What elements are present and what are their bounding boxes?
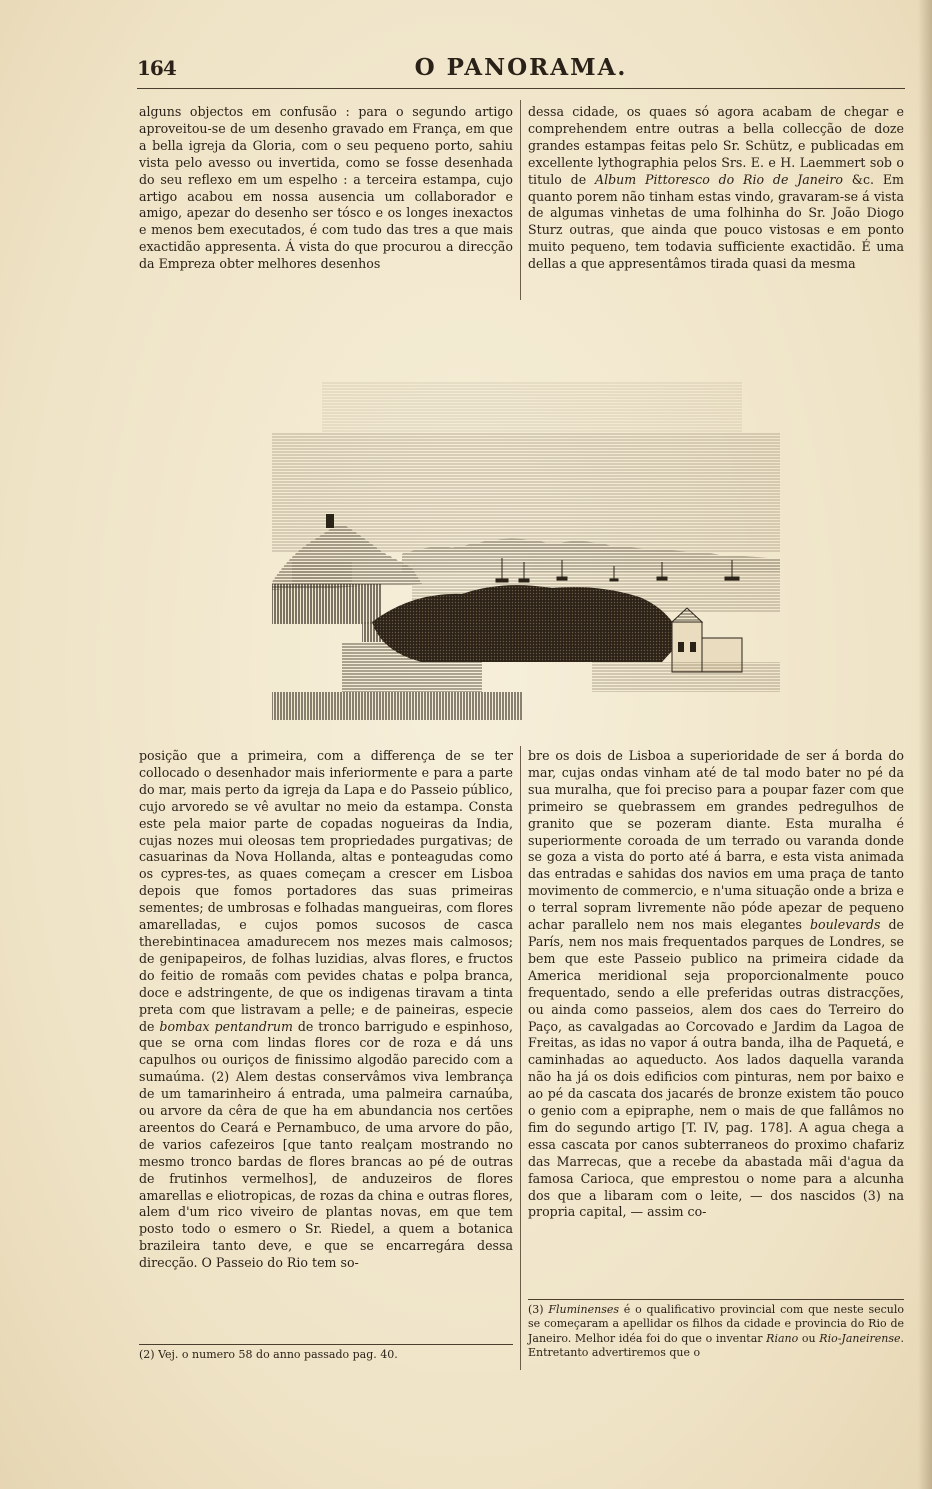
harbour-engraving [262,322,780,722]
column-right-bottom [528,748,904,1221]
column-left-top [139,104,513,273]
footnote-rule [528,1299,904,1300]
footnote-rule [139,1344,513,1345]
column-divider [520,746,521,1370]
paragraph: alguns objectos em confusão : para o segundo artigo aproveitou-se de um desenho gravado em França, em que a bella igreja da Gloria, com o seu pequeno porto, sahiu vista pelo avesso ou invertida, como se fosse desenhada do seu reflexo em um espelho : a terceira estampa, cujo artigo acabou em nossa ausencia um collaborador e amigo, apezar do desenho ser tósco e os longes inexactos e menos bem executados, é com tudo das tres a que mais exactidão appresenta. Á vista do que procurou a direcção da Empreza obter melhores desenhos [139,104,513,272]
column-right-top [528,104,904,273]
boulevards-term: boulevards [810,917,881,933]
publication-title: O PANORAMA. [414,54,628,81]
page-edge-shadow [918,0,932,1489]
species-name: bombax pentandrum [159,1018,293,1034]
paragraph: bre os dois de Lisboa a superioridade de ser á borda do mar, cujas ondas vinham até de tal modo bater no pé da sua muralha, que foi preciso para a poupar fazer com que primeiro se quebrassem em grandes pedregulhos de granito que se pozeram diante. Esta muralha é superiormente coroada de um terrado ou varanda donde se goza a vista do porto até á barra, e esta vista animada das entradas e sahidas dos navios em uma praça de tanto movimento de commercio, e n'uma situação onde a briza e o terral sopram livremente não póde apezar de pequeno achar parallelo nem nos mais elegantes boulevards de París, nem nos mais frequentados parques de Londres, se bem que este Passeio publico na primeira cidade da America meridional seja proporcionalmente pouco frequentado, sendo a elle preferidas outras distracções, ou ainda como passeios, alem dos caes do Terreiro do Paço, as cavalgadas ao Corcovado e Jardim da Lagoa de Freitas, as idas no vapor á outra banda, ilha de Paquetá, e caminhadas ao aqueducto. Aos lados daquella varanda não ha já os dois edificios com pinturas, nem por baixo e ao pé da cascata dos jacarés de bronze existem tão pouco o genio com a epipraphe, nem o mais de que fallâmos no fim do segundo artigo [T. IV, pag. 178]. A agua chega a essa cascata por canos subterraneos do proximo chafariz das Marrecas, que a recebe da abastada mãi d'agua da famosa Carioca, que emprestou o nome para a alcunha dos que a libaram com o leite, — dos nascidos (3) na propria capital, — assim co- [528,748,904,1220]
album-title: Album Pittoresco do Rio de Janeiro [594,171,843,187]
page-number: 164 [137,56,176,80]
header-rule [137,88,905,89]
paragraph: dessa cidade, os quaes só agora acabam de chegar e comprehendem entre outras a bella collecção de doze grandes estampas feitas pelo Sr. Schütz, e publicadas em excellente lythographia pelos Srs. E. e H. Laemmert sob o titulo de Album Pittoresco do Rio de Janeiro &c. Em quanto porem não tinham estas vindo, gravaram-se á vista de algumas vinhetas de uma folhinha do Sr. João Diogo Sturz outras, que ainda que pouco vistosas e em ponto muito pequeno, tem todavia sufficiente exactidão. É uma dellas a que appresentâmos tirada quasi da mesma [528,104,904,272]
column-divider [520,100,521,300]
footnote-2: (2) Vej. o numero 58 do anno passado pag. 40. [139,1348,398,1361]
footnote-3: (3) Fluminenses é o qualificativo provincial com que neste seculo se começaram a apellidar os filhos da cidade e provincia do Rio de Janeiro. Melhor idéa foi do que o inventar Riano ou Rio-Janeirense. Entretanto advertiremos que o [528,1303,905,1360]
paragraph: posição que a primeira, com a differença de se ter collocado o desenhador mais inferiormente e para a parte do mar, mais perto da igreja da Lapa e do Passeio público, cujo arvoredo se vê avultar no meio da estampa. Consta este pela maior parte de copadas nogueiras da India, cujas nozes mui oleosas tem propriedades purgativas; de casuarinas da Nova Hollanda, altas e ponteagudas como os cypres-tes, as quaes começam a crescer em Lisboa depois que fomos portadores das suas primeiras sementes; de umbrosas e folhadas mangueiras, com flores amarelladas, e cujos pomos sucosos de casca therebintinacea amadurecem nos mezes mais calmosos; de genipapeiros, de folhas luzidias, alvas flores, e fructos do feitio de romaãs com pevides chatas e polpa branca, doce e adstringente, de que os indigenas tiravam a tinta preta com que listravam a pelle; e de paineiras, especie de bombax pentandrum de tronco barrigudo e espinhoso, que se orna com lindas flores cor de roza e dá uns capulhos ou ouriços de finissimo algodão parecido com a sumaúma. (2) Alem destas conservâmos viva lembrança de um tamarinheiro á entrada, uma palmeira carnaúba, ou arvore da cêra de que ha em abundancia nos certões areentos do Ceará e Pernambuco, de uma arvore do pão, de varios cafezeiros [que tanto realçam mostrando no mesmo tronco bardas de flores brancas ao pé de outras de frutinhos vermelhos], de anduzeiros de flores amarellas e eliotropicas, de rozas da china e outras flores, alem d'um rico viveiro de plantas novas, em que tem posto todo o esmero o Sr. Riedel, a quem a botanica brazileira tanto deve, e que se encarregára dessa direcção. O Passeio do Rio tem so- [139,748,513,1271]
column-left-bottom [139,748,513,1272]
page-header [137,52,905,84]
